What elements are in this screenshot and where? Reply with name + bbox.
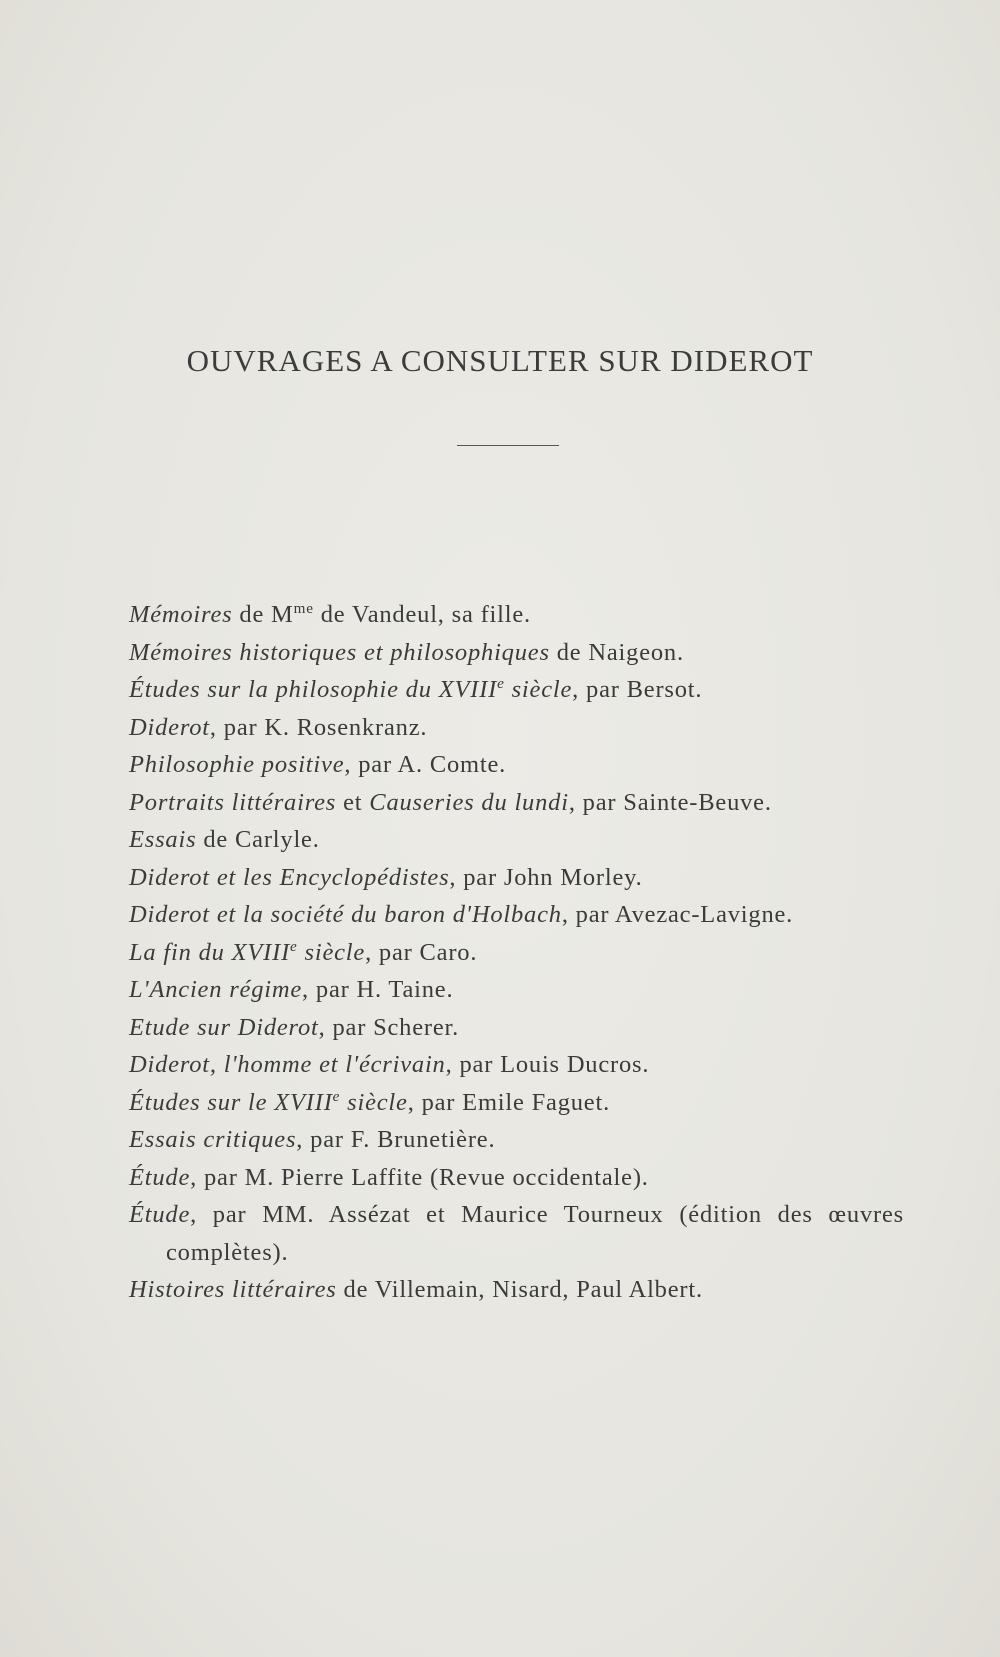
list-item — [129, 1159, 904, 1197]
work-title: Diderot et la société du baron d'Holbach — [129, 901, 562, 928]
entry-text: et — [336, 788, 370, 816]
entry-text: , par H. Taine. — [302, 976, 454, 1003]
list-item — [129, 671, 904, 709]
entry-text: , par Avezac-Lavigne. — [561, 901, 794, 928]
work-title: Étude — [129, 1163, 191, 1191]
list-item — [129, 784, 904, 822]
entry-text: , par M. Pierre Laffite (Revue occidentale). — [190, 1163, 649, 1191]
list-item — [129, 934, 904, 972]
work-title — [129, 939, 365, 966]
entry-text: , par Louis Ducros. — [445, 1051, 650, 1078]
entry-text: de Villemain, Nisard, Paul Albert. — [336, 1276, 703, 1303]
work-title: Philosophie positive — [129, 751, 345, 778]
entry-text: , par Caro. — [365, 938, 478, 966]
work-title: Étude — [129, 1201, 191, 1228]
entry-text: , par Emile Faguet. — [407, 1088, 611, 1116]
work-title-text: Études sur le XVIII — [129, 1088, 333, 1116]
work-title: L'Ancien régime — [129, 976, 303, 1003]
bibliography-list — [129, 596, 904, 1309]
list-item — [129, 821, 904, 859]
entry-text: , par F. Brunetière. — [296, 1126, 496, 1153]
work-title: Diderot et les Encyclopédistes — [129, 863, 450, 891]
superscript: e — [497, 674, 505, 692]
list-item — [129, 859, 904, 897]
entry-text: de Vandeul, sa fille. — [313, 601, 531, 628]
work-title: Etude sur Diderot — [129, 1013, 319, 1041]
work-title: Diderot — [129, 713, 210, 741]
entry-text: , par K. Rosenkranz. — [209, 713, 428, 741]
title-rule — [457, 445, 559, 446]
list-item — [129, 971, 904, 1009]
list-item — [129, 1009, 904, 1047]
work-title: Mémoires historiques et philosophiques — [129, 638, 550, 666]
work-title-text: La fin du XVIII — [129, 938, 291, 966]
entry-text: , par John Morley. — [449, 863, 643, 891]
entry-text: , par MM. Assézat et Maurice Tourneux (édition des œuvres complètes). — [166, 1201, 904, 1266]
entry-text: , par A. Comte. — [344, 751, 507, 778]
list-item — [129, 1271, 904, 1309]
superscript: e — [332, 1087, 341, 1105]
entry-text: de Naigeon. — [549, 638, 684, 666]
work-title — [129, 676, 572, 703]
work-title: Mémoires — [129, 601, 233, 628]
work-title-tail: siècle — [340, 1088, 408, 1116]
superscript: e — [290, 937, 298, 955]
list-item — [129, 1084, 904, 1122]
work-title: Portraits littéraires — [129, 788, 337, 816]
list-item — [129, 896, 904, 934]
entry-text: de M — [232, 601, 294, 628]
work-title-text: Études sur la philosophie du XVIII — [129, 676, 498, 703]
work-title: Histoires littéraires — [129, 1276, 337, 1303]
list-item — [129, 709, 904, 747]
entry-text: , par Sainte-Beuve. — [568, 788, 772, 816]
entry-text: , par Bersot. — [572, 676, 703, 703]
list-item — [129, 1196, 904, 1271]
work-title-tail: siècle — [504, 676, 573, 703]
superscript: me — [293, 599, 314, 617]
entry-text: de Carlyle. — [196, 826, 320, 853]
list-item — [129, 596, 904, 634]
entry-line — [129, 896, 904, 934]
work-title: Essais — [129, 826, 197, 853]
entry-line — [129, 784, 904, 822]
work-title-tail: siècle — [297, 938, 366, 966]
work-title: Essais critiques — [129, 1126, 297, 1153]
work-title: Diderot, l'homme et l'écrivain — [129, 1051, 446, 1078]
list-item — [129, 634, 904, 672]
entry-line — [129, 1196, 904, 1271]
entry-text: , par Scherer. — [318, 1013, 460, 1041]
list-item — [129, 1121, 904, 1159]
list-item — [129, 746, 904, 784]
page-title: OUVRAGES A CONSULTER SUR DIDEROT — [186, 343, 814, 378]
work-title — [129, 1089, 408, 1116]
work-title: Causeries du lundi — [369, 788, 569, 816]
list-item — [129, 1046, 904, 1084]
